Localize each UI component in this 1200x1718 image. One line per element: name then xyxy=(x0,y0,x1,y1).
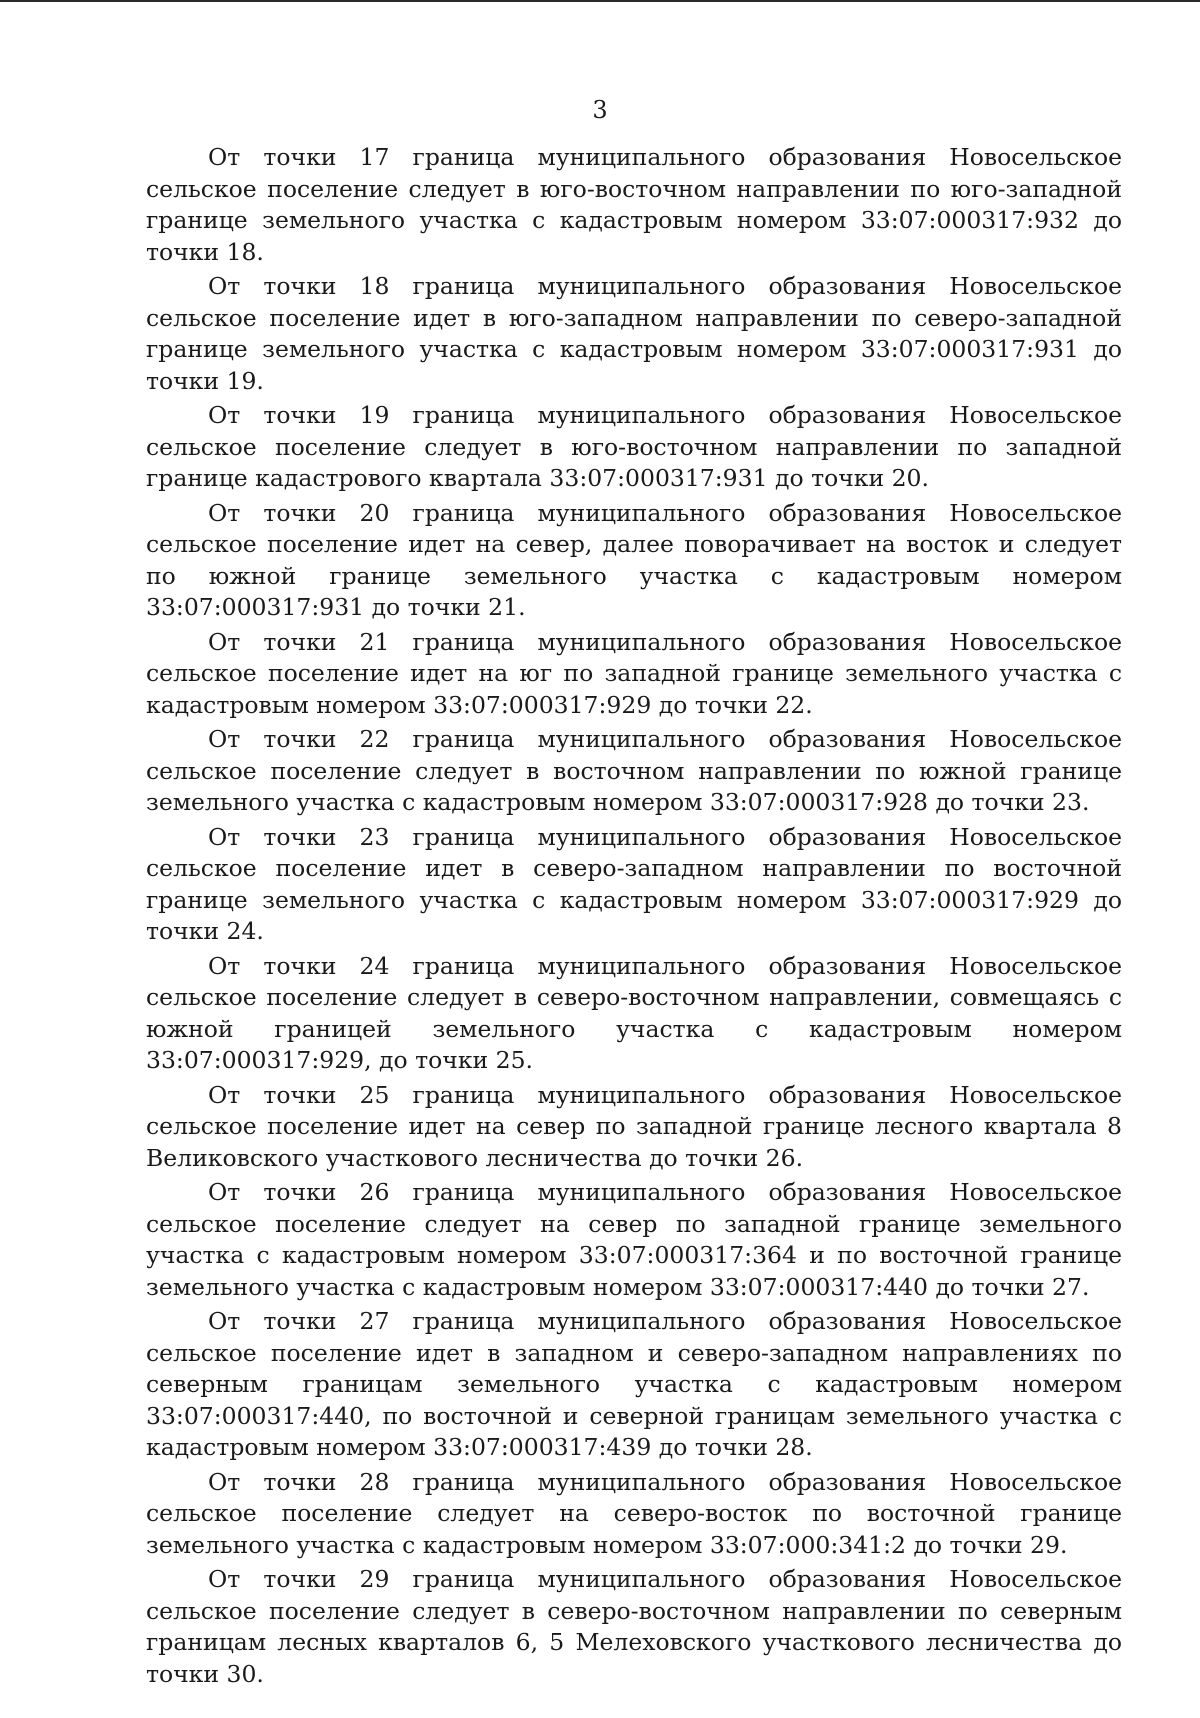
paragraph-point-18: От точки 18 граница муниципального образования Новосельское сельское поселение идет в юго-западном направлении по северо-западной границе земельного участка с кадастровым номером 33:07:000317:931 до точки 19. xyxy=(146,272,1122,395)
paragraph-point-21: От точки 21 граница муниципального образования Новосельское сельское поселение идет на юг по западной границе земельного участка с кадастровым номером 33:07:000317:929 до точки 22. xyxy=(146,627,1122,719)
paragraph-point-22: От точки 22 граница муниципального образования Новосельское сельское поселение следует в восточном направлении по южной границе земельного участка с кадастровым номером 33:07:000317:928 до точки 23. xyxy=(146,725,1122,816)
paragraph-point-17: От точки 17 граница муниципального образования Новосельское сельское поселение следует в юго-восточном направлении по юго-западной границе земельного участка с кадастровым номером 33:07:000317:932 до точки 18. xyxy=(146,143,1122,266)
paragraph-point-25: От точки 25 граница муниципального образования Новосельское сельское поселение идет на север по западной границе лесного квартала 8 Великовского участкового лесничества до точки 26. xyxy=(146,1080,1122,1172)
paragraph-point-27: От точки 27 граница муниципального образования Новосельское сельское поселение идет в западном и северо-западном направлениях по северным границам земельного участка с кадастровым номером 33:07:000317:440, по восточной и северной границам земельного участка с кадастровым номером 33:07:000317:439 до точки 28. xyxy=(146,1307,1122,1461)
document-body xyxy=(146,142,1122,1690)
paragraph-point-29: От точки 29 граница муниципального образования Новосельское сельское поселение следует в северо-восточном направлении по северным границам лесных кварталов 6, 5 Мелеховского участкового лесничества до точки 30. xyxy=(146,1565,1122,1688)
page-number: 3 xyxy=(592,96,608,124)
paragraph-point-23: От точки 23 граница муниципального образования Новосельское сельское поселение идет в северо-западном направлении по восточной границе земельного участка с кадастровым номером 33:07:000317:929 до точки 24. xyxy=(146,822,1122,945)
paragraph-point-24: От точки 24 граница муниципального образования Новосельское сельское поселение следует в северо-восточном направлении, совмещаясь с южной границей земельного участка с кадастровым номером 33:07:000317:929, до точки 25. xyxy=(146,951,1122,1074)
paragraph-point-19: От точки 19 граница муниципального образования Новосельское сельское поселение следует в юго-восточном направлении по западной границе кадастрового квартала 33:07:000317:931 до точки 20. xyxy=(146,401,1122,492)
paragraph-point-20: От точки 20 граница муниципального образования Новосельское сельское поселение идет на север, далее поворачивает на восток и следует по южной границе земельного участка с кадастровым номером 33:07:000317:931 до точки 21. xyxy=(146,498,1122,621)
paragraph-point-28: От точки 28 граница муниципального образования Новосельское сельское поселение следует на северо-восток по восточной границе земельного участка с кадастровым номером 33:07:000:341:2 до точки 29. xyxy=(146,1467,1122,1559)
paragraph-point-26: От точки 26 граница муниципального образования Новосельское сельское поселение следует на север по западной границе земельного участка с кадастровым номером 33:07:000317:364 и по восточной границе земельного участка с кадастровым номером 33:07:000317:440 до точки 27. xyxy=(146,1178,1122,1301)
top-border-line xyxy=(0,0,1200,2)
